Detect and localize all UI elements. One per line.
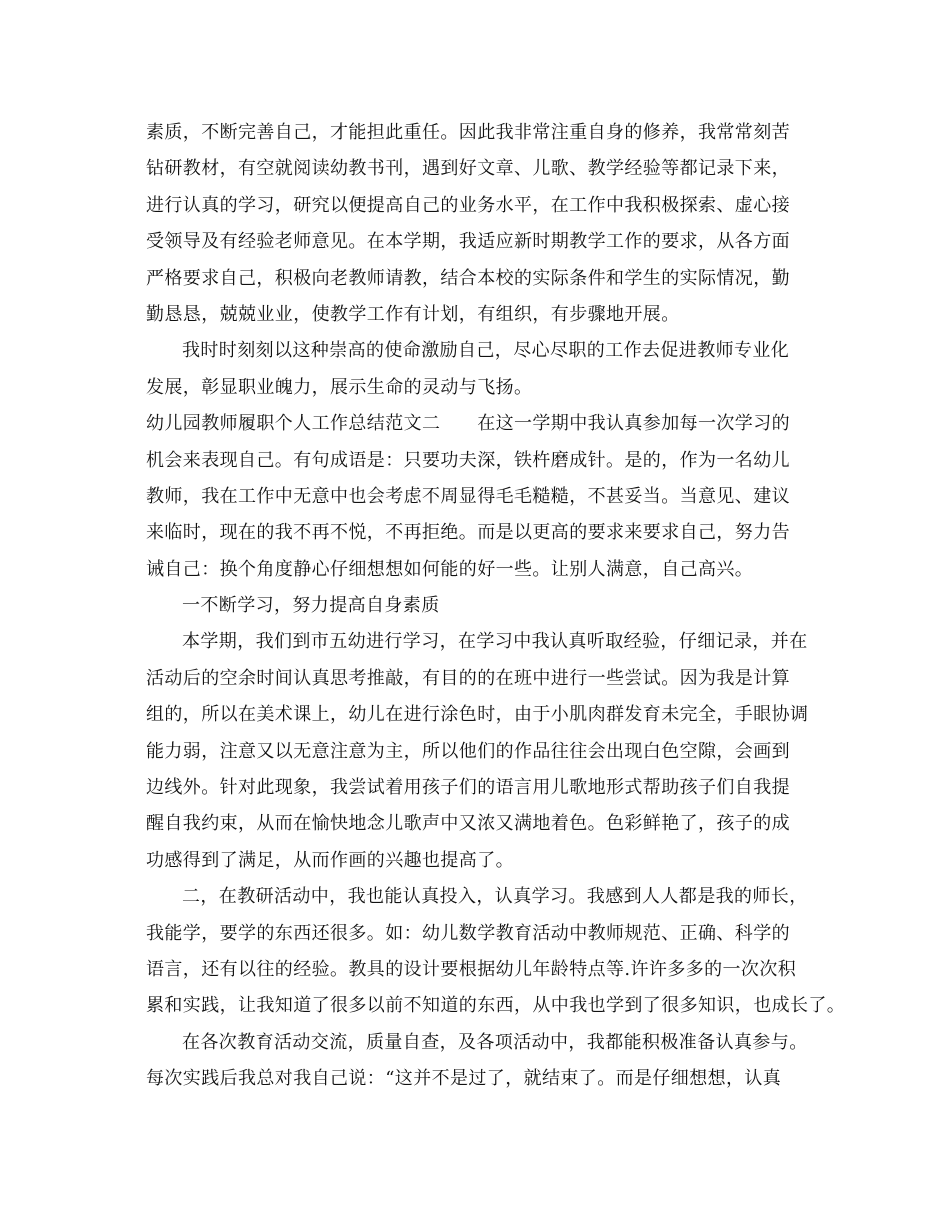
text-line: 发展，彰显职业魄力，展示生命的灵动与飞扬。: [146, 376, 533, 398]
text-line: 我时时刻刻以这种崇高的使命激励自己，尽心尽职的工作去促进教师专业化: [182, 340, 790, 362]
subheading-line: 一不断学习，努力提高自身素质: [182, 595, 440, 617]
text-line: 语言，还有以往的经验。教具的设计要根据幼儿年龄特点等.许许多多的一次次积: [146, 958, 797, 980]
text-line: 素质，不断完善自己，才能担此重任。因此我非常注重自身的修养，我常常刻苦: [146, 122, 790, 143]
text-line: 我能学，要学的东西还很多。如：幼儿数学教育活动中教师规范、正确、科学的: [146, 922, 790, 944]
text-line: 边线外。针对此现象，我尝试着用孩子们的语言用儿歌地形式帮助孩子们自我提: [146, 777, 790, 799]
text-line: 醒自我约束，从而在愉快地念儿歌声中又浓又满地着色。色彩鲜艳了，孩子的成: [146, 813, 790, 835]
text-line: 本学期，我们到市五幼进行学习，在学习中我认真听取经验，仔细记录，并在: [182, 631, 808, 653]
text-line: 二，在教研活动中，我也能认真投入，认真学习。我感到人人都是我的师长，: [182, 886, 808, 908]
text-line: 进行认真的学习，研究以便提高自己的业务水平，在工作中我积极探索、虚心接: [146, 194, 790, 216]
text-line: 受领导及有经验老师意见。在本学期，我适应新时期教学工作的要求，从各方面: [146, 231, 790, 253]
text-line: 钻研教材，有空就阅读幼教书刊，遇到好文章、儿歌、教学经验等都记录下来，: [146, 158, 790, 180]
text-line: 功感得到了满足，从而作画的兴趣也提高了。: [146, 849, 514, 871]
text-line: 严格要求自己，积极向老教师请教，结合本校的实际条件和学生的实际情况，勤: [146, 267, 790, 289]
text-line: 诫自己：换个角度静心仔细想想如何能的好一些。让别人满意，自己高兴。: [146, 558, 754, 580]
text-line: 机会来表现自己。有句成语是：只要功夫深，铁杵磨成针。是的，作为一名幼儿: [146, 449, 790, 471]
text-line: 在各次教育活动交流，质量自查，及各项活动中，我都能积极准备认真参与。: [182, 1031, 808, 1053]
text-line: 教师，我在工作中无意中也会考虑不周显得毛毛糙糙，不甚妥当。当意见、建议: [146, 485, 790, 507]
text-line: 活动后的空余时间认真思考推敲，有目的的在班中进行一些尝试。因为我是计算: [146, 667, 790, 689]
text-line: 组的，所以在美术课上，幼儿在进行涂色时，由于小肌肉群发育未完全，手眼协调: [146, 704, 809, 726]
text-line: 能力弱，注意又以无意注意为主，所以他们的作品往往会出现白色空隙，会画到: [146, 740, 790, 762]
text-line: 勤恳恳，兢兢业业，使教学工作有计划，有组织，有步骤地开展。: [146, 303, 680, 325]
text-line: 每次实践后我总对我自己说：“这并不是过了，就结束了。而是仔细想想，认真: [146, 1068, 782, 1090]
document-body: [146, 115, 846, 1098]
text-line: 累和实践，让我知道了很多以前不知道的东西，从中我也学到了很多知识，也成长了。: [146, 995, 846, 1017]
text-line: 来临时，现在的我不再不悦，不再拒绝。而是以更高的要求来要求自己，努力告: [146, 522, 790, 544]
section-heading-line: 幼儿园教师履职个人工作总结范文二 在这一学期中我认真参加每一次学习的: [146, 413, 790, 435]
